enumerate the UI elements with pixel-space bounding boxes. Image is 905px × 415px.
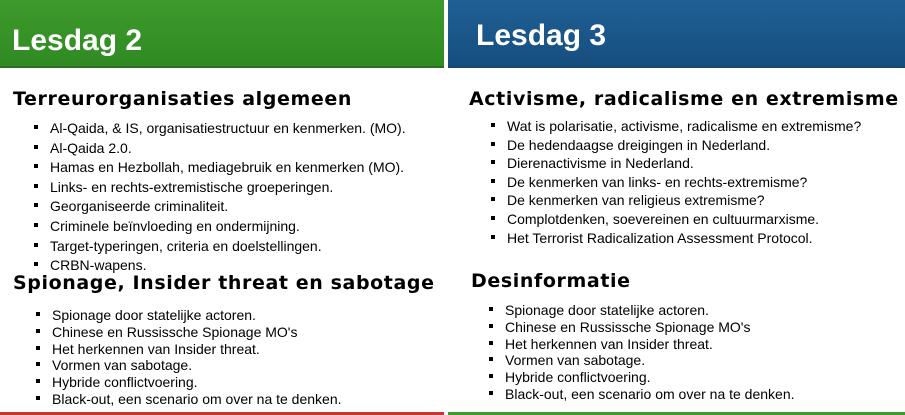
list-item: Het herkennen van Insider threat. — [52, 341, 342, 358]
list-item: De hedendaagse dreigingen in Nederland. — [507, 136, 861, 155]
list-item: Hybride conflictvoering. — [52, 374, 342, 391]
list-item: Black-out, een scenario om over na te denken. — [52, 391, 342, 408]
lesdag-2-title: Lesdag 2 — [12, 24, 143, 57]
lesdag-2-header — [0, 0, 444, 68]
list-item: De kenmerken van religieus extremisme? — [507, 191, 861, 210]
list-item: Al-Qaida, & IS, organisatiestructuur en kenmerken. (MO). — [50, 119, 406, 139]
section-title-terreurorganisaties: Terreurorganisaties algemeen — [13, 88, 352, 110]
section-title-desinformatie: Desinformatie — [471, 270, 631, 292]
desinformatie-list — [505, 302, 795, 403]
list-item: Vormen van sabotage. — [52, 357, 342, 374]
list-item: Georganiseerde criminaliteit. — [50, 197, 406, 217]
list-item: De kenmerken van links- en rechts-extremisme? — [507, 173, 861, 192]
lesdag-3-title: Lesdag 3 — [476, 19, 607, 52]
list-item: Black-out, een scenario om over na te denken. — [505, 386, 795, 403]
section-title-spionage: Spionage, Insider threat en sabotage — [13, 272, 435, 294]
terreurorganisaties-list — [50, 119, 406, 276]
list-item: Links- en rechts-extremistische groeperingen. — [50, 178, 406, 198]
lesdag-2-panel — [0, 0, 444, 415]
list-item: Hybride conflictvoering. — [505, 369, 795, 386]
list-item: Het Terrorist Radicalization Assessment Protocol. — [507, 229, 861, 248]
lesdag-3-panel — [448, 0, 905, 415]
list-item: Spionage door statelijke actoren. — [505, 302, 795, 319]
section-title-activisme: Activisme, radicalisme en extremisme — [469, 88, 899, 110]
list-item: Al-Qaida 2.0. — [50, 139, 406, 159]
list-item: Spionage door statelijke actoren. — [52, 307, 342, 324]
list-item: Dierenactivisme in Nederland. — [507, 154, 861, 173]
spionage-list — [52, 307, 342, 408]
list-item: Complotdenken, soevereinen en cultuurmarxisme. — [507, 210, 861, 229]
lesdag-3-header — [448, 0, 905, 68]
list-item: Chinese en Russissche Spionage MO's — [505, 319, 795, 336]
list-item: Chinese en Russissche Spionage MO's — [52, 324, 342, 341]
list-item: Wat is polarisatie, activisme, radicalisme en extremisme? — [507, 117, 861, 136]
list-item: CRBN-wapens. — [50, 256, 406, 276]
list-item: Het herkennen van Insider threat. — [505, 336, 795, 353]
list-item: Vormen van sabotage. — [505, 352, 795, 369]
activisme-list — [507, 117, 861, 247]
list-item: Criminele beïnvloeding en ondermijning. — [50, 217, 406, 237]
list-item: Target-typeringen, criteria en doelstellingen. — [50, 237, 406, 257]
list-item: Hamas en Hezbollah, mediagebruik en kenmerken (MO). — [50, 158, 406, 178]
